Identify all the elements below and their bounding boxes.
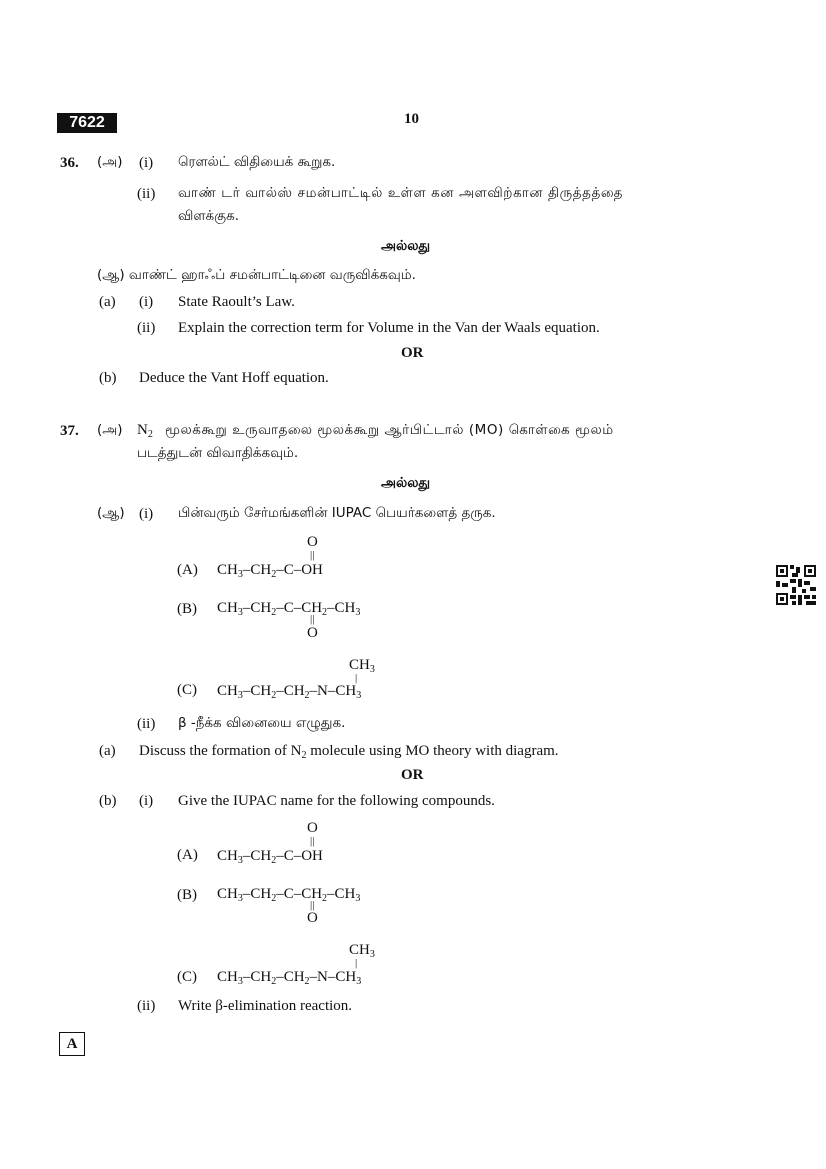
compound-b-oxygen: O (307, 625, 318, 641)
compound-a-formula: $CH_3-CH_2-C-OH$ (217, 848, 323, 866)
compound-b-label: (B) (177, 601, 197, 617)
question-36-number: 36. (60, 155, 79, 171)
page-number: 10 (404, 111, 419, 127)
q37-en-b-ii-label: (ii) (137, 998, 156, 1014)
q37-ta-b-i-text: பின்வரும் சேர்மங்களின் IUPAC பெயர்களைத் தருக. (178, 505, 496, 521)
q37-en-a-label: (a) (99, 743, 116, 759)
compound-b-label: (B) (177, 887, 197, 903)
compound-c-methyl: $CH_3$ (349, 657, 375, 675)
q36-ta-a-i-text: ரௌல்ட் விதியைக் கூறுக. (178, 154, 336, 170)
q37-en-a-text: Discuss the formation of $N_2$ molecule using MO theory with diagram. (139, 743, 559, 761)
q37-ta-a-label: (அ) (97, 422, 123, 438)
q36-en-i-label: (i) (139, 294, 154, 310)
compound-c-formula: $CH_3-CH_2-CH_2-N-CH_3$ (217, 683, 362, 701)
compound-b-double-bond: || (310, 899, 315, 911)
compound-c-methyl: $CH_3$ (349, 942, 375, 960)
compound-c-label: (C) (177, 682, 197, 698)
q37-en-b-label: (b) (99, 793, 117, 809)
compound-c-bond: | (355, 957, 358, 969)
compound-c-label: (C) (177, 969, 197, 985)
q37-ta-b-label: (ஆ) (97, 505, 125, 521)
q37-ta-a-line1: மூலக்கூறு உருவாதலை மூலக்கூறு ஆர்பிட்டால் (MO) கொள்கை மூலம் (165, 422, 614, 438)
q36-ta-a-ii-line2: விளக்குக. (178, 208, 240, 224)
compound-c-formula: $CH_3-CH_2-CH_2-N-CH_3$ (217, 969, 362, 987)
compound-b-oxygen: O (307, 910, 318, 926)
compound-a-oxygen: O (307, 820, 318, 836)
q36-ta-b-text: (ஆ) வாண்ட் ஹாஃப் சமன்பாட்டினை வருவிக்கவும். (97, 267, 416, 283)
q36-ta-or: அல்லது (381, 238, 431, 254)
q36-ta-i-label: (i) (139, 155, 154, 171)
q37-en-b-ii-text: Write β-elimination reaction. (178, 998, 353, 1014)
q36-ta-a-label: (அ) (97, 154, 123, 170)
compound-b-formula: $CH_3-CH_2-C-CH_2-CH_3$ (217, 886, 361, 904)
compound-c-bond: | (355, 672, 358, 684)
q36-en-a-label: (a) (99, 294, 116, 310)
compound-a-oxygen: O (307, 534, 318, 550)
q37-en-or: OR (401, 767, 424, 783)
compound-a-label: (A) (177, 847, 198, 863)
compound-a-label: (A) (177, 562, 198, 578)
qr-code-icon (776, 565, 816, 605)
q37-ta-b-ii-text: β -நீக்க வினையை எழுதுக. (178, 715, 346, 731)
series-box: A (59, 1032, 85, 1056)
q37-en-b-i-label: (i) (139, 793, 154, 809)
q37-ta-b-ii-label: (ii) (137, 716, 156, 732)
paper-code: 7622 (57, 113, 117, 133)
compound-a-double-bond: || (310, 549, 315, 561)
compound-b-formula: $CH_3-CH_2-C-CH_2-CH_3$ (217, 600, 361, 618)
q36-en-a-ii-text: Explain the correction term for Volume in the Van der Waals equation. (178, 320, 600, 336)
compound-a-double-bond: || (310, 835, 315, 847)
q37-ta-b-i-label: (i) (139, 506, 154, 522)
question-37-number: 37. (60, 423, 79, 439)
q36-en-a-i-text: State Raoult’s Law. (178, 294, 295, 310)
q37-ta-n2: $N_2$ (137, 422, 153, 440)
q36-en-b-text: Deduce the Vant Hoff equation. (139, 370, 329, 386)
q36-en-ii-label: (ii) (137, 320, 156, 336)
q36-ta-ii-label: (ii) (137, 186, 156, 202)
q36-en-or: OR (401, 345, 424, 361)
q37-en-b-i-text: Give the IUPAC name for the following compounds. (178, 793, 495, 809)
compound-b-double-bond: || (310, 613, 315, 625)
q37-ta-or: அல்லது (381, 475, 431, 491)
q37-ta-a-line2: படத்துடன் விவாதிக்கவும். (137, 445, 299, 461)
q36-en-b-label: (b) (99, 370, 117, 386)
compound-a-formula: $CH_3-CH_2-C-OH$ (217, 562, 323, 580)
q36-ta-a-ii-line1: வாண் டர் வால்ஸ் சமன்பாட்டில் உள்ள கன அளவிற்கான திருத்தத்தை (178, 185, 624, 201)
